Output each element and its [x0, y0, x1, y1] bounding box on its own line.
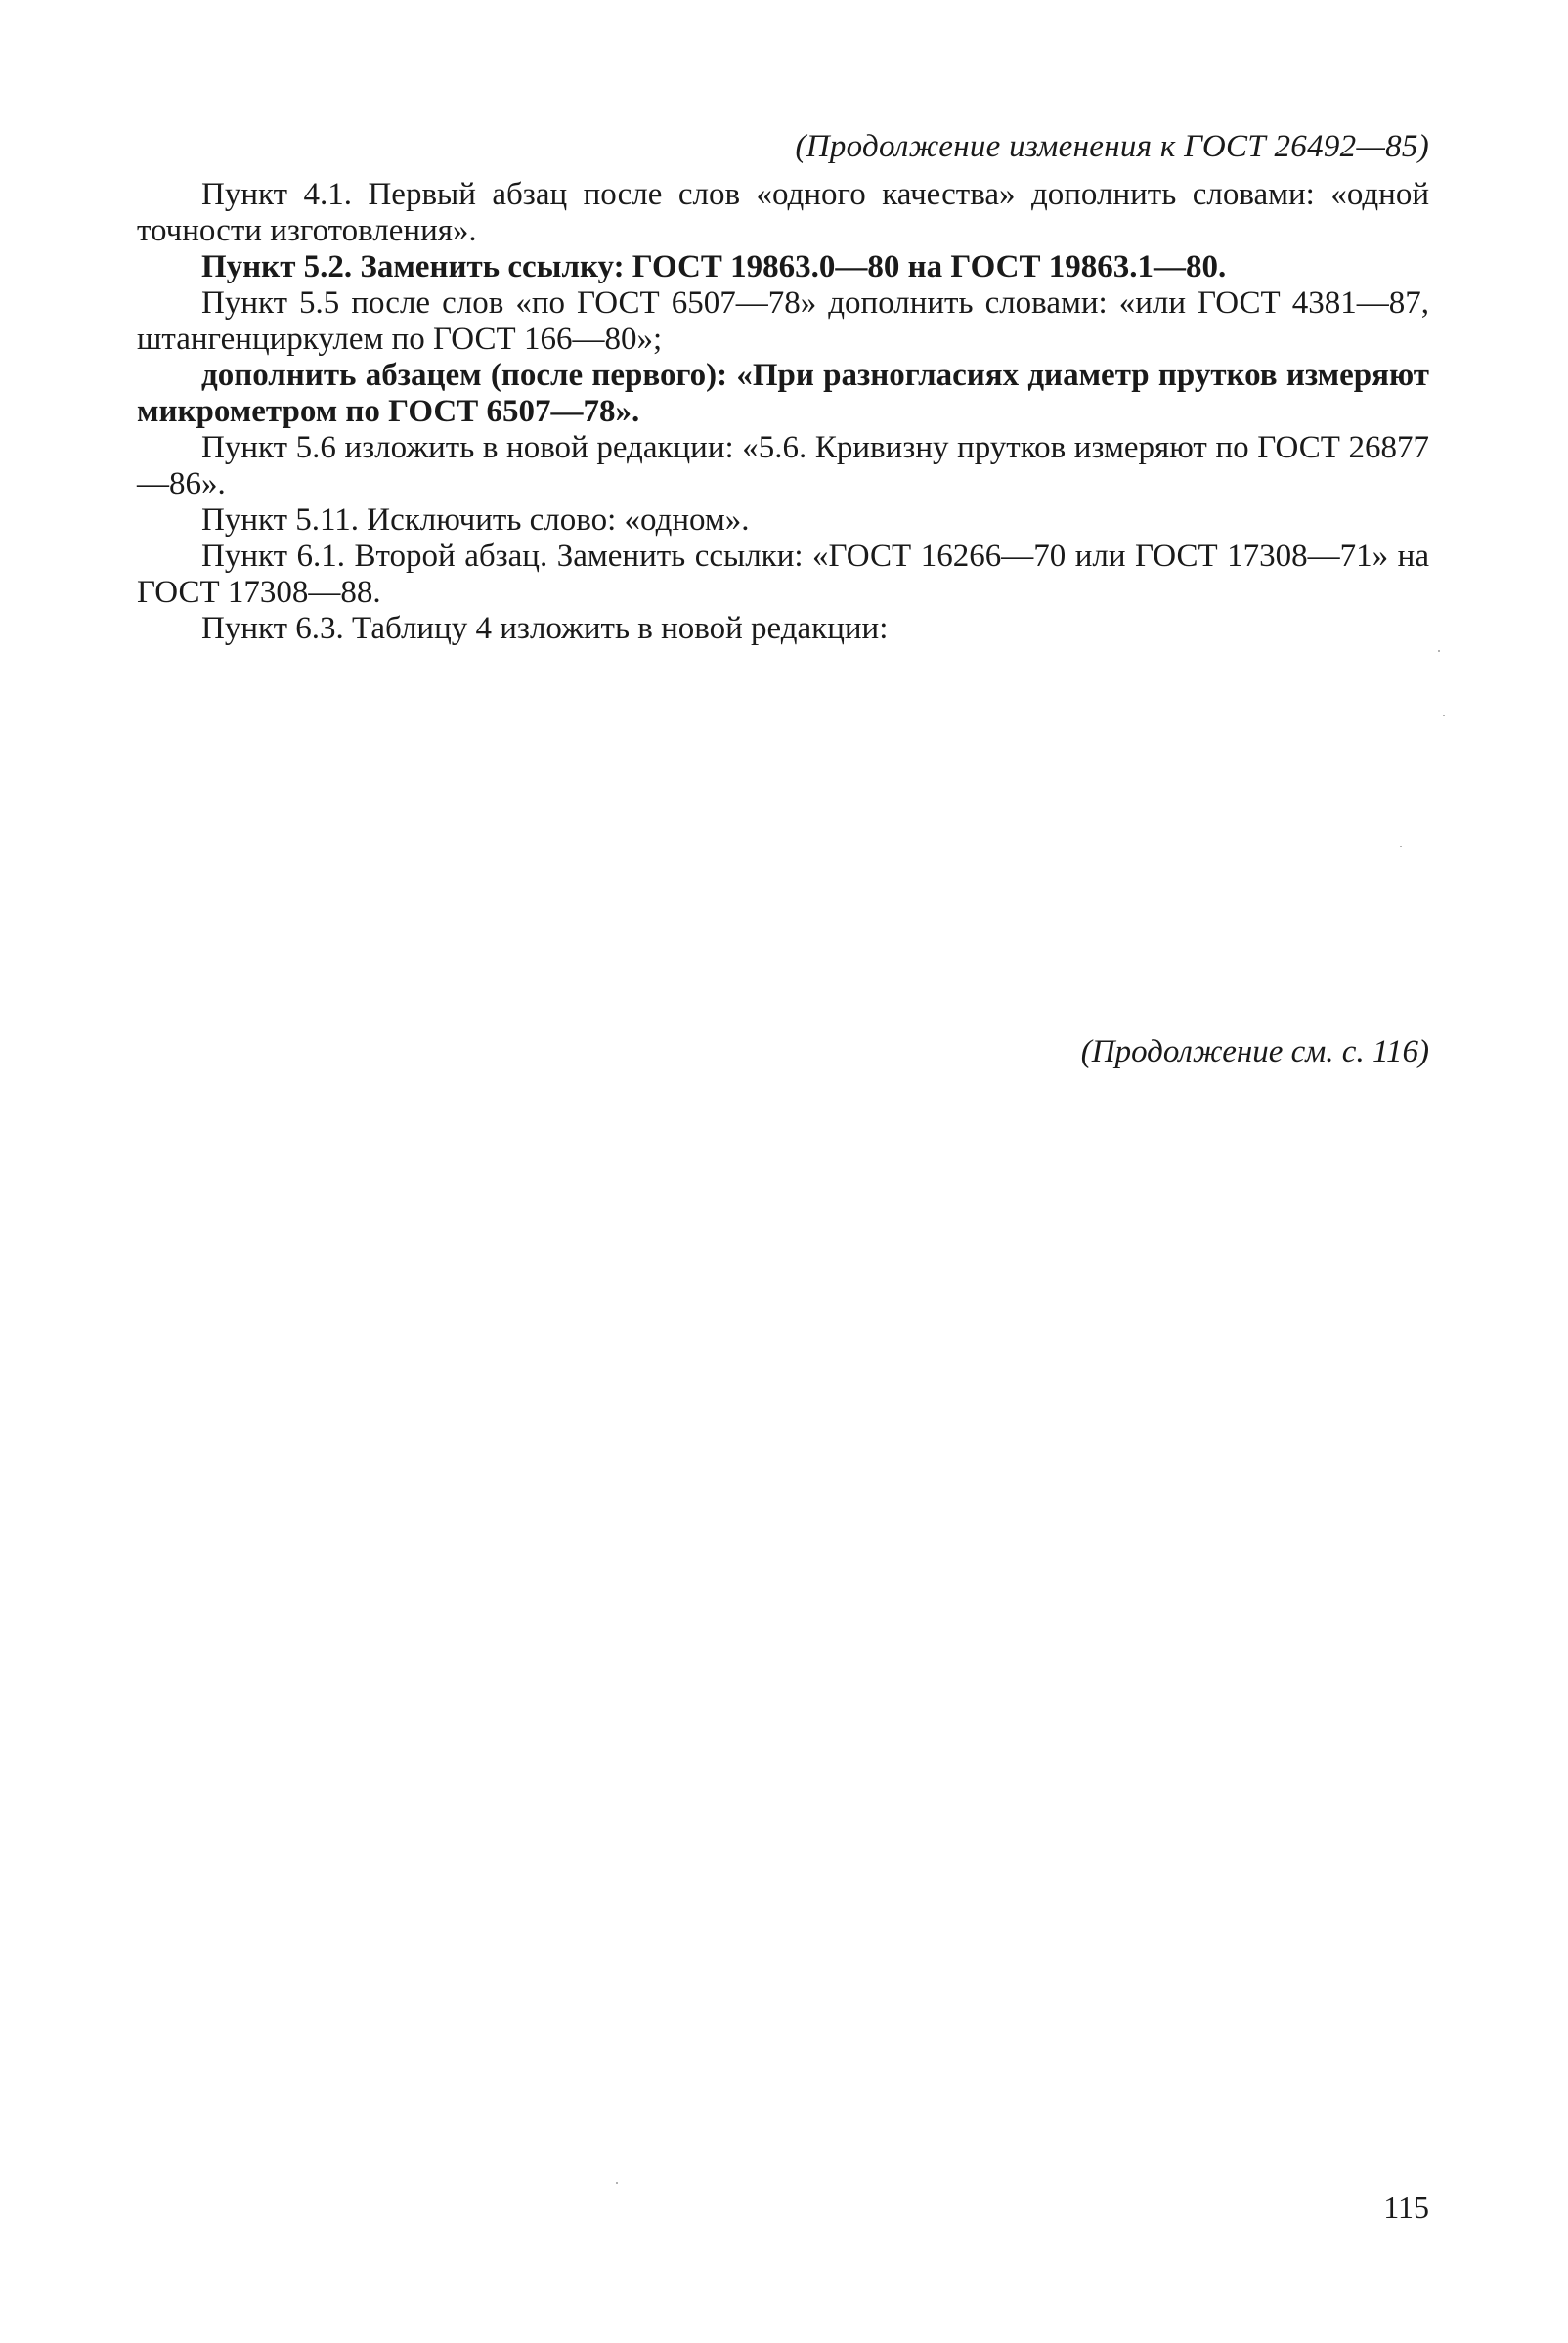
paragraph-item-5-5-addition: дополнить абзацем (после первого): «При разногласиях диаметр прутков измеряют микрометром по ГОСТ 6507—78». [137, 358, 1429, 429]
scan-speck [1438, 650, 1440, 652]
running-header: (Продолжение изменения к ГОСТ 26492—85) [795, 129, 1429, 164]
page-number: 115 [1383, 2190, 1429, 2225]
paragraph-item-5-2: Пункт 5.2. Заменить ссылку: ГОСТ 19863.0—80 на ГОСТ 19863.1—80. [201, 249, 1227, 284]
scan-speck [616, 2182, 618, 2184]
paragraph-item-5-6: Пункт 5.6 изложить в новой редакции: «5.6. Кривизну прутков измеряют по ГОСТ 26877—86». [137, 430, 1429, 501]
scan-speck [1443, 715, 1445, 716]
paragraph-item-6-1: Пункт 6.1. Второй абзац. Заменить ссылки: «ГОСТ 16266—70 или ГОСТ 17308—71» на ГОСТ 17308—88. [137, 539, 1429, 610]
paragraph-item-6-3: Пункт 6.3. Таблицу 4 изложить в новой редакции: [201, 611, 889, 646]
scan-speck [1400, 846, 1402, 847]
paragraph-item-4-1: Пункт 4.1. Первый абзац после слов «одного качества» дополнить словами: «одной точности изготовления». [137, 177, 1429, 248]
amendment-body [137, 177, 1429, 647]
paragraph-item-5-11: Пункт 5.11. Исключить слово: «одном». [201, 502, 750, 538]
continued-note: (Продолжение см. с. 116) [1080, 1034, 1429, 1069]
paragraph-item-5-5: Пункт 5.5 после слов «по ГОСТ 6507—78» дополнить словами: «или ГОСТ 4381—87, штангенциркулем по ГОСТ 166—80»; [137, 285, 1429, 357]
